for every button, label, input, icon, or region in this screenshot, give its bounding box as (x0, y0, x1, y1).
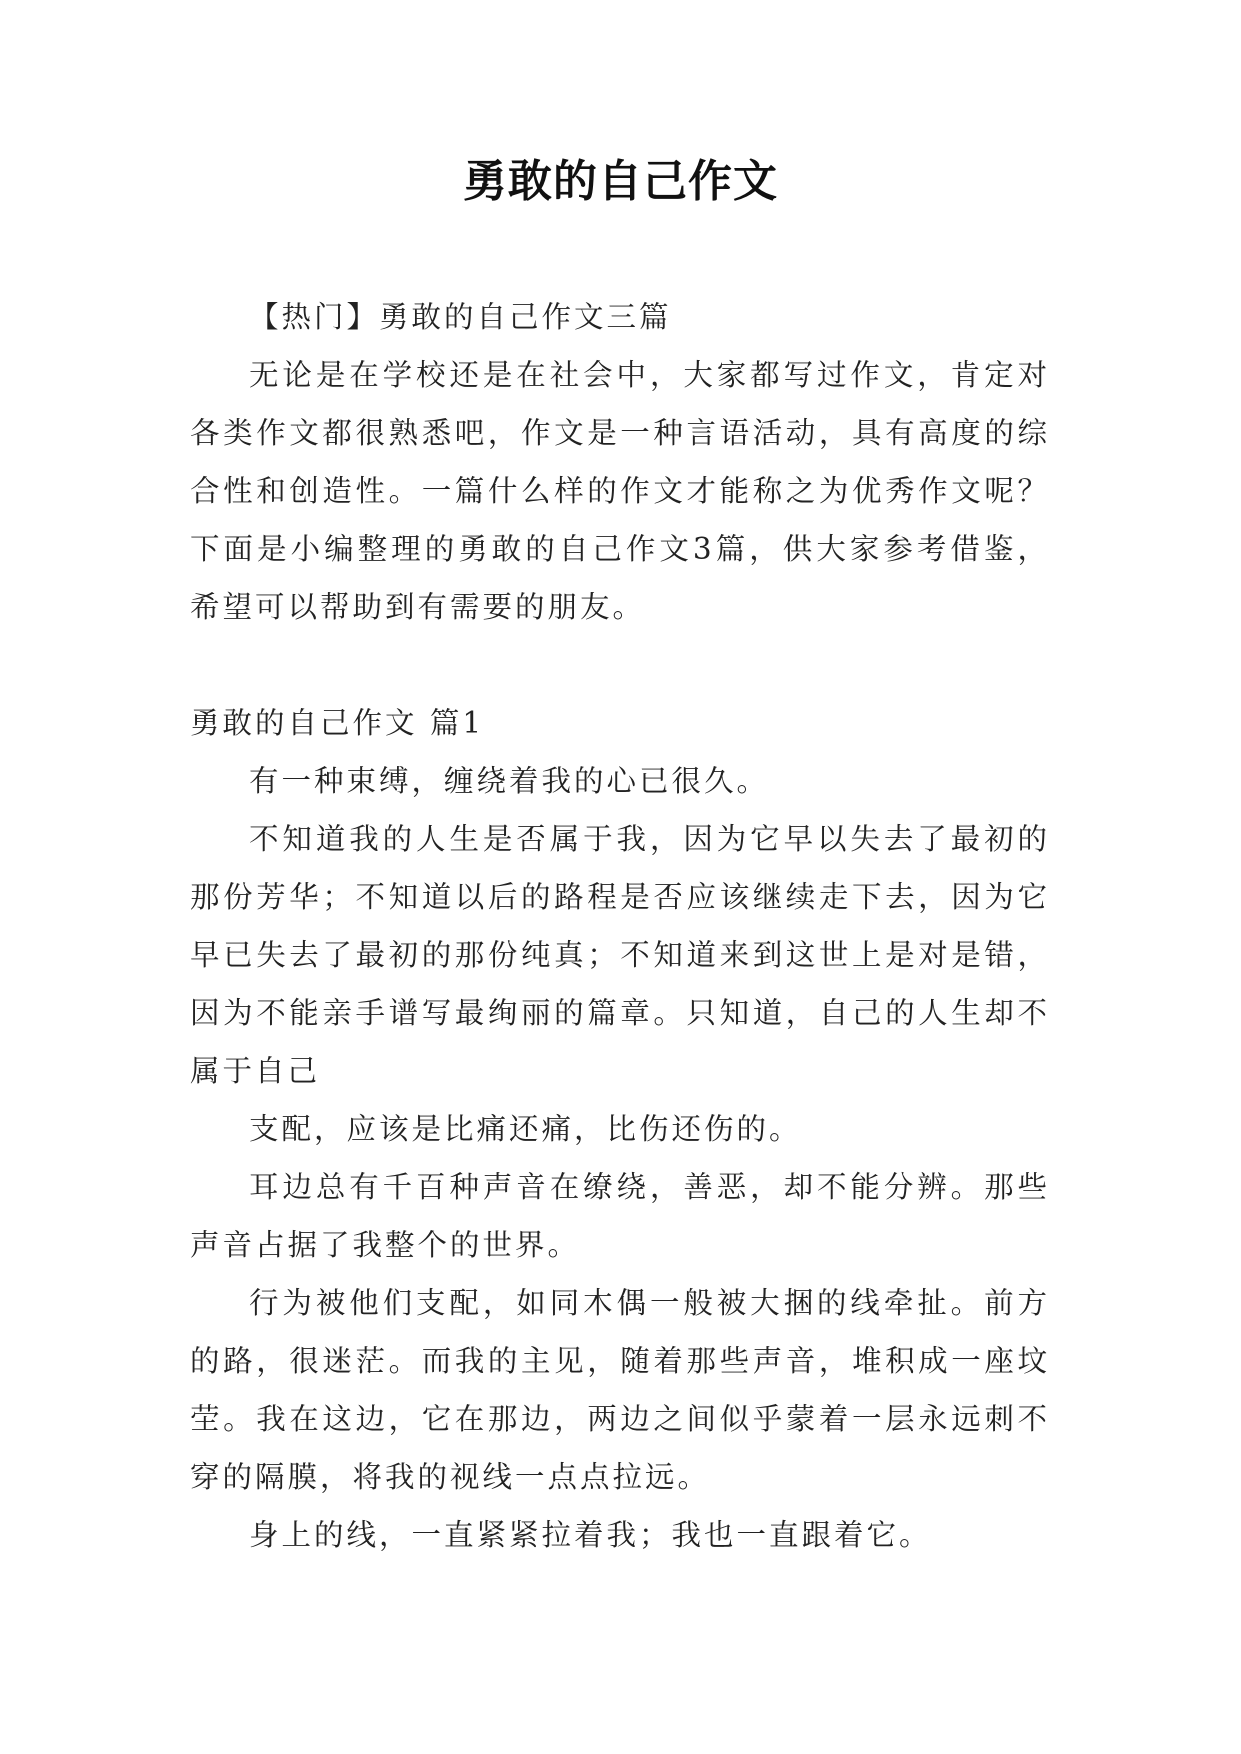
body-paragraph: 耳边总有千百种声音在缭绕，善恶，却不能分辨。那些声音占据了我整个的世界。 (190, 1170, 1050, 1262)
section-gap (190, 636, 1050, 694)
intro-paragraph: 无论是在学校还是在社会中，大家都写过作文，肯定对各类作文都很熟悉吧，作文是一种言语活动，具有高度的综合性和创造性。一篇什么样的作文才能称之为优秀作文呢？下面是小编整理的勇敢的自己作文3篇，供大家参考借鉴，希望可以帮助到有需要的朋友。 (190, 358, 1050, 624)
document-title: 勇敢的自己作文 (463, 156, 778, 207)
body-paragraph: 支配，应该是比痛还痛，比伤还伤的。 (249, 1112, 802, 1146)
body-paragraph: 行为被他们支配，如同木偶一般被大捆的线牵扯。前方的路，很迷茫。而我的主见，随着那些声音，堆积成一座坟茔。我在这边，它在那边，两边之间似乎蒙着一层永远刺不穿的隔膜，将我的视线一点点拉远。 (190, 1286, 1050, 1494)
body-paragraph: 不知道我的人生是否属于我，因为它早以失去了最初的那份芳华；不知道以后的路程是否应该继续走下去，因为它早已失去了最初的那份纯真；不知道来到这世上是对是错，因为不能亲手谱写最绚丽的篇章。只知道，自己的人生却不属于自己 (190, 822, 1050, 1088)
document-body (190, 288, 1050, 1564)
subtitle-line: 【热门】勇敢的自己作文三篇 (249, 300, 672, 334)
section-heading: 勇敢的自己作文 篇1 (190, 706, 485, 740)
body-paragraph: 身上的线，一直紧紧拉着我；我也一直跟着它。 (249, 1518, 932, 1552)
body-paragraph: 有一种束缚，缠绕着我的心已很久。 (249, 764, 770, 798)
